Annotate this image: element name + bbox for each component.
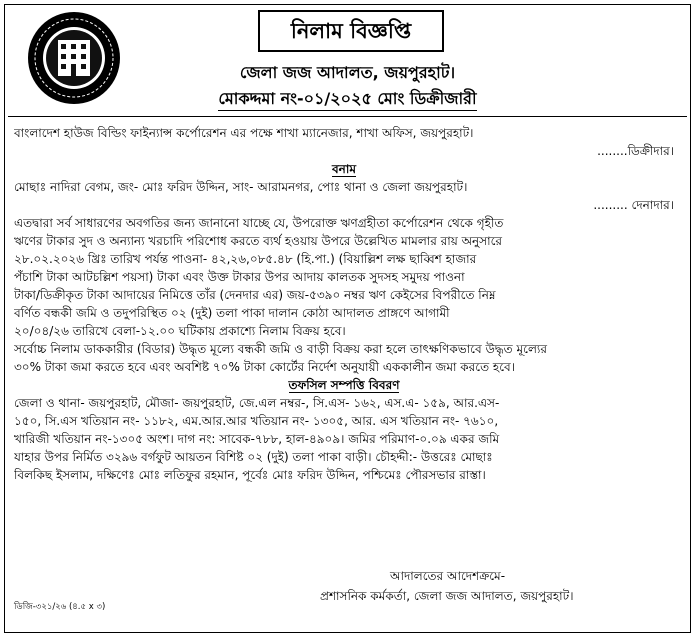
property-line: যাহার উপর নির্মিত ৩২৯৬ বর্গফুট আয়তন বিশিষ্ট ০২ (দুই) তলা পাকা বাড়ী। চৌহদ্দী:- উত্তরেঃ মোছাঃ (14, 450, 493, 464)
announcement-line: ঋণের টাকার সুদ ও অন্যান্য খরচাদি পরিশোধ করতে ব্যর্থ হওয়ায় উপরে উল্লেখিত মামলার রায় অনুসারে (14, 234, 503, 248)
order-line: আদালতের আদেশক্রমে- (390, 569, 506, 583)
header-divider (8, 116, 687, 117)
announcement-line: টাকা/ডিক্রীকৃত টাকা আদায়ের নিমিত্তে তাঁর (দেনদার এর) জয়-৫৩৯০ নম্বর ঋণ কেইসের বিপরীতে নিম্ন (14, 288, 496, 302)
announcement-paragraph (14, 214, 674, 376)
announcement-line: ২০/০৪/২৬ তারিখে বেলা-১২.০০ ঘটিকায় প্রকাশ্যে নিলাম বিক্রয় হবে। (14, 324, 346, 338)
property-line: বিলকিছ ইসলাম, দক্ষিণেঃ মোঃ লতিফুর রহমান, পূর্বেঃ মোঃ ফরিদ উদ্দিন, পশ্চিমেঃ পৌরসভার রাস্তা। (14, 468, 486, 482)
defendant-line: মোছাঃ নাদিরা বেগম, জং- মোঃ ফরিদ উদ্দিন, সাং- আরামনগর, পোঃ থানা ও জেলা জয়পুরহাট। (14, 180, 468, 194)
announcement-line: ৩০% টাকা জমা করতে হবে এবং অবশিষ্ট ৭০% টাকা কোর্টের নির্দেশ অনুযায়ী এককালীন জমা করতে হবে। (14, 360, 516, 374)
versus-label (14, 160, 674, 178)
property-line: খারিজী খতিয়ান নং-১৩০৫ অংশ। দাগ নং: সাবেক-৭৮৮, হাল-৪৯০৯। জমির পরিমাণ-০.০৯ একর জমি (14, 432, 500, 446)
announcement-line: এতদ্বারা সর্ব সাধারণের অবগতির জন্য জানানো যাচ্ছে যে, উপরোক্ত ঋণগ্রহীতা কর্পোরেশন থেকে গৃহীত (14, 216, 504, 230)
property-line: ১৫০, সি.এস খতিয়ান নং- ১১৮২, এম.আর.আর খতিয়ান নং- ১৩০৫, আর. এস খতিয়ান নং- ৭৬১০, (14, 414, 499, 428)
defendant-role: ......... দেনাদার। (593, 198, 674, 212)
plaintiff-role: ........ডিক্রীদার। (597, 144, 674, 158)
property-line: জেলা ও থানা- জয়পুরহাট, মৌজা- জয়পুরহাট, জে.এল নম্বর-, সি.এস- ১৬২, এস.এ- ১৫৯, আর.এস- (14, 396, 500, 410)
announcement-line: বর্ণিত বন্ধকী জমি ও তদুপরিস্থিত ০২ (দুই) তলা পাকা দালান কোঠা আদালত প্রাঙ্গণে আগামী (14, 306, 450, 320)
signature-block (320, 566, 670, 606)
announcement-line: ২৮.০২.২০২৬ খ্রিঃ তারিখ পর্যন্ত পাওনা- ৪২,২৬,০৮৫.৪৮ (হি.পা.) (বিয়াল্লিশ লক্ষ ছাব্বিশ হাজার (14, 252, 477, 266)
court-name: জেলা জজ আদালত, জয়পুরহাট। (239, 63, 456, 82)
case-number-text: মোকদ্দমা নং-০১/২০২৫ মোং ডিক্রীজারী (218, 89, 476, 111)
case-number (0, 86, 695, 113)
property-paragraph (14, 394, 674, 484)
announcement-line: পঁচাশি টাকা আটচল্লিশ পয়সা) টাকা এবং উক্ত টাকার উপর আদায় কালতক সুদসহ সমুদয় পাওনা (14, 270, 465, 284)
notice-body (14, 124, 674, 484)
announcement-line: সর্বোচ্চ নিলাম ডাককারীর (বিডার) উদ্ধৃত মূল্যে বন্ধকী জমি ও বাড়ী বিক্রয় করা হলে তাৎক্ষণিকভাবে উদ্ধৃত মূল্যের (14, 342, 547, 356)
property-heading (14, 376, 674, 394)
notice-title: নিলাম বিজ্ঞপ্তি (258, 10, 444, 52)
plaintiff-line: বাংলাদেশ হাউজ বিল্ডিং ফাইন্যান্স কর্পোরেশন এর পক্ষে শাখা ম্যানেজার, শাখা অফিস, জয়পুরহাট। (14, 126, 474, 140)
officer-line: প্রশাসনিক কর্মকর্তা, জেলা জজ আদালত, জয়পুরহাট। (320, 589, 574, 603)
print-code: ডিজি-৩২১/২৬ (৪.৫ x ৩) (14, 602, 106, 612)
versus-text: বনাম (332, 162, 356, 176)
property-heading-text: তফসিল সম্পত্তি বিবরণ (288, 378, 400, 392)
